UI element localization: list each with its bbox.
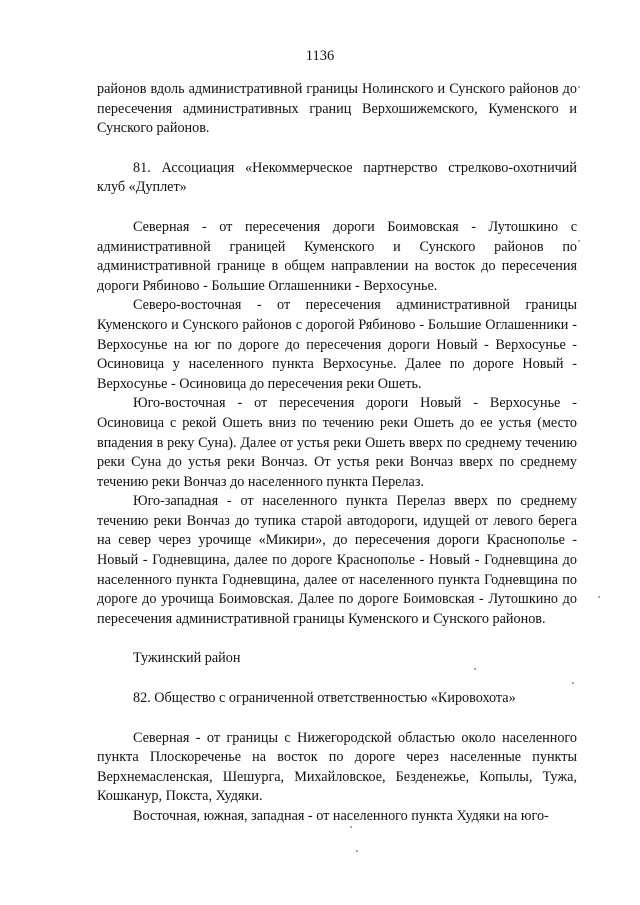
section-heading-82: 82. Общество с ограниченной ответственностью «Кировохота» [133, 690, 516, 707]
scan-speck [572, 682, 574, 684]
scan-speck [598, 596, 600, 598]
paragraph-continuation: районов вдоль административной границы Нолинского и Сунского районов до пересечения административных границ Верхошижемского, Куменского и Сунского районов. [97, 81, 577, 137]
paragraph-north-boundary-82: Северная - от границы с Нижегородской областью около населенного пункта Плоскореченье на восток по дороге через населенные пункты Верхнемасленская, Шешурга, Михайловское, Безденежье, Копылы, Тужа, Кошканур, Покста, Худяки. [97, 729, 577, 805]
scan-speck [578, 240, 580, 242]
scan-speck [578, 86, 580, 88]
district-heading: Тужинский район [133, 650, 241, 667]
paragraph-southwest-boundary-81: Юго-западная - от населенного пункта Перелаз вверх по среднему течению реки Вончаз до тупика старой автодороги, идущей от левого берега на север через урочище «Микири», до пересечения дороги Краснополье - Новый - Годневщина, далее по дороге Краснополье - Новый - Годневщина до населенного пункта Годневщина, далее от населенного пункта Годневщина по дороге до урочища Боимовская. Далее по дороге Боимовская - Лутошкино до пересечения административной границы Куменского и Сунского районов. [97, 493, 577, 627]
scan-speck [350, 826, 352, 828]
scan-speck [356, 850, 358, 852]
page-body [97, 80, 577, 827]
paragraph-north-boundary-81: Северная - от пересечения дороги Боимовская - Лутошкино с административной границей Куменского и Сунского районов по административной границе в общем направлении на восток до пересечения дороги Рябиново - Большие Оглашенники - Верхосунье. [97, 218, 577, 294]
page-number: 1136 [305, 48, 335, 64]
scan-speck [474, 668, 476, 670]
paragraph-southeast-boundary-81: Юго-восточная - от пересечения дороги Новый - Верхосунье - Осиновица с рекой Ошеть вниз по течению реки Ошеть до ее устья (место впадения в реку Суна). Далее от устья реки Ошеть вверх по среднему течению реки Суна до устья реки Вончаз. От устья реки Вончаз вверх по среднему течению реки Вончаз до населенного пункта Перелаз. [97, 395, 577, 490]
paragraph-east-south-west-boundary-82: Восточная, южная, западная - от населенного пункта Худяки на юго- [133, 808, 549, 824]
paragraph-northeast-boundary-81: Северо-восточная - от пересечения административной границы Куменского и Сунского районов с дорогой Рябиново - Большие Оглашенники - Верхосунье на юг по дороге до пересечения дороги Новый - Верхосунье - Осиновица у населенного пункта Верхосунье. Далее по дороге Новый - Верхосунье - Осиновица до пересечения реки Ошеть. [97, 297, 577, 392]
section-heading-81: 81. Ассоциация «Некоммерческое партнерство стрелково-охотничий клуб «Дуплет» [97, 159, 577, 196]
